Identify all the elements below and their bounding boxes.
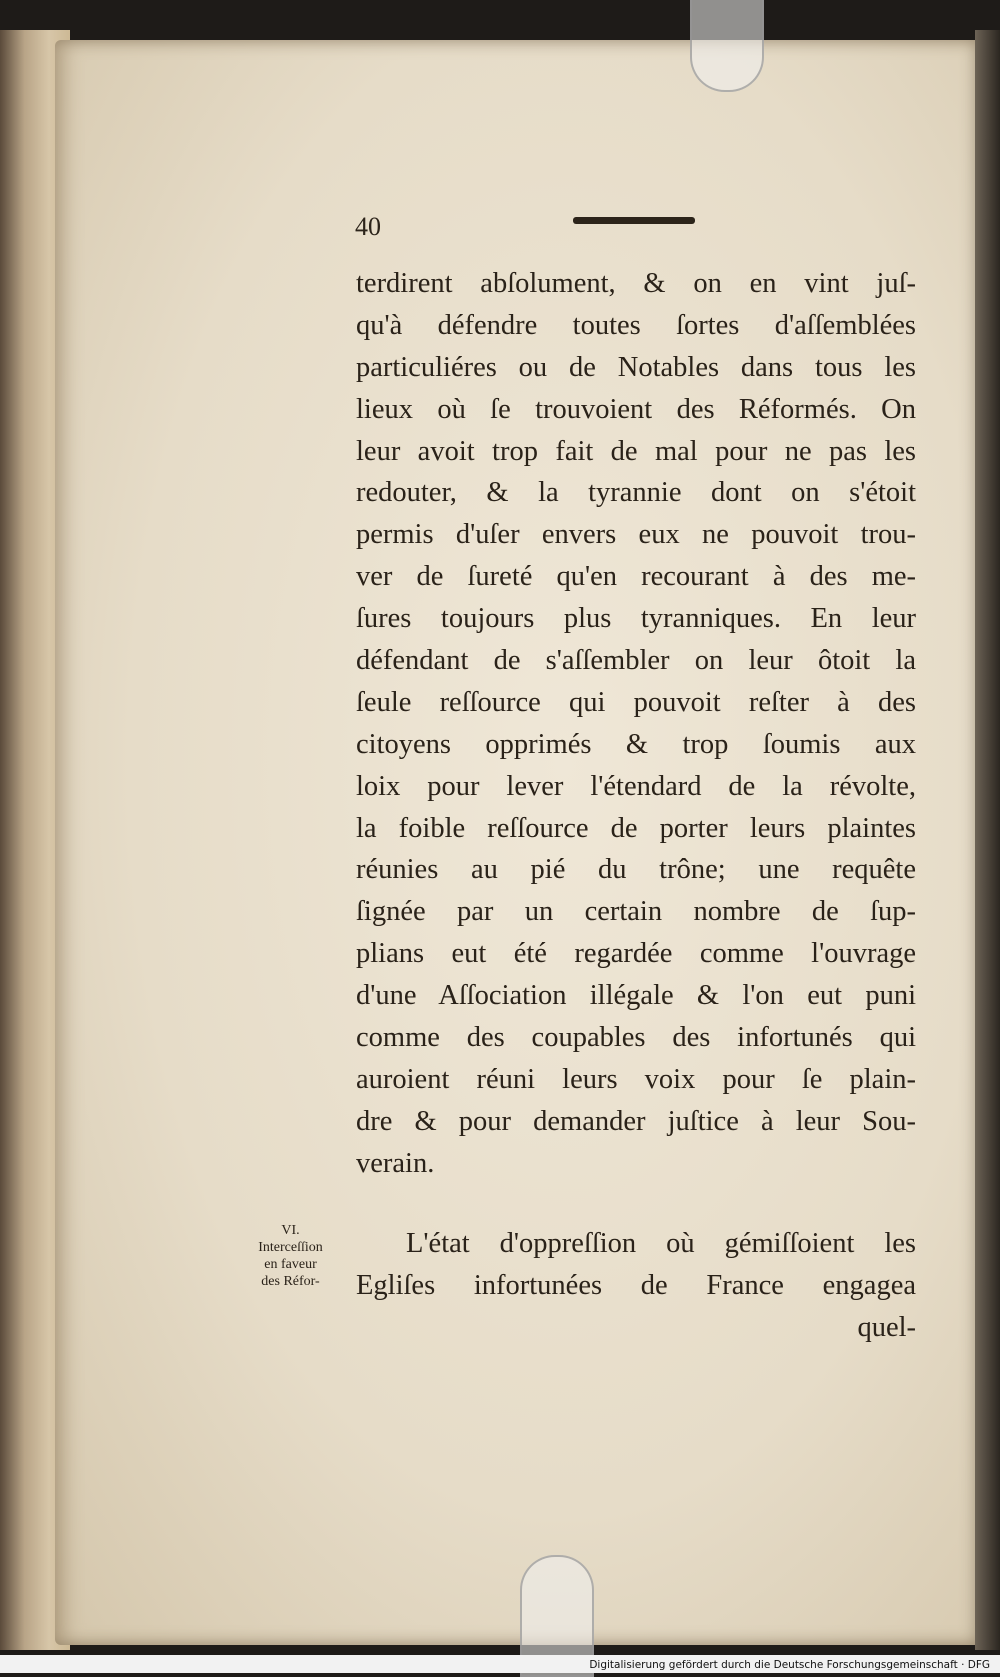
section-line: Egliſes infortunées de France engagea (356, 1269, 916, 1301)
margin-note-line: en faveur (264, 1257, 317, 1272)
footer-credit: Digitalisierung gefördert durch die Deutsche Forschungsgemeinschaft · DFG (589, 1659, 990, 1671)
body-line: particuliéres ou de Notables dans tous les (356, 351, 916, 383)
body-line: comme des coupables des infortunés qui (356, 1022, 916, 1054)
body-line: réunies au pié du trône; une requête (356, 854, 916, 886)
margin-note-line: Interceſſion (258, 1240, 323, 1255)
body-line: d'une Aſſociation illégale & l'on eut puni (356, 980, 916, 1012)
body-line: ſures toujours plus tyranniques. En leur (356, 603, 916, 635)
body-line: verain. (356, 1147, 435, 1179)
catchword: quel- (857, 1311, 916, 1343)
body-text (356, 263, 916, 1185)
body-line: dre & pour demander juſtice à leur Sou- (356, 1105, 916, 1137)
body-line: terdirent abſolument, & on en vint juſ- (356, 268, 916, 299)
body-line: leur avoit trop fait de mal pour ne pas les (356, 435, 916, 467)
body-line: redouter, & la tyrannie dont on s'étoit (356, 477, 916, 509)
body-line: permis d'uſer envers eux ne pouvoit trou- (356, 519, 916, 551)
body-line: plians eut été regardée comme l'ouvrage (356, 938, 916, 970)
body-line: ver de ſureté qu'en recourant à des me- (356, 561, 916, 593)
body-line: ſeule reſſource qui pouvoit reſter à des (356, 686, 916, 718)
body-line: auroient réuni leurs voix pour ſe plain- (356, 1063, 916, 1095)
body-line: défendant de s'aſſembler on leur ôtoit la (356, 645, 916, 677)
body-line: lieux où ſe trouvoient des Réformés. On (356, 393, 916, 425)
section-line: L'état d'oppreſſion où gémiſſoient les (406, 1228, 916, 1259)
margin-note-line: VI. (281, 1223, 300, 1238)
body-line: citoyens opprimés & trop ſoumis aux (356, 728, 916, 760)
margin-note (228, 1222, 353, 1290)
footer-bar (0, 1655, 1000, 1673)
scan-background-right (975, 30, 1000, 1650)
page-number: 40 (355, 212, 381, 241)
page-clip-top (690, 0, 764, 92)
body-line: loix pour lever l'étendard de la révolte, (356, 770, 916, 802)
header-rule (573, 217, 695, 224)
body-line: la foible reſſource de porter leurs plaintes (356, 812, 916, 844)
body-line: qu'à défendre toutes ſortes d'aſſemblées (356, 309, 916, 341)
body-line: ſignée par un certain nombre de ſup- (356, 896, 916, 928)
section-text (356, 1223, 916, 1349)
margin-note-line: des Réfor- (261, 1274, 320, 1289)
